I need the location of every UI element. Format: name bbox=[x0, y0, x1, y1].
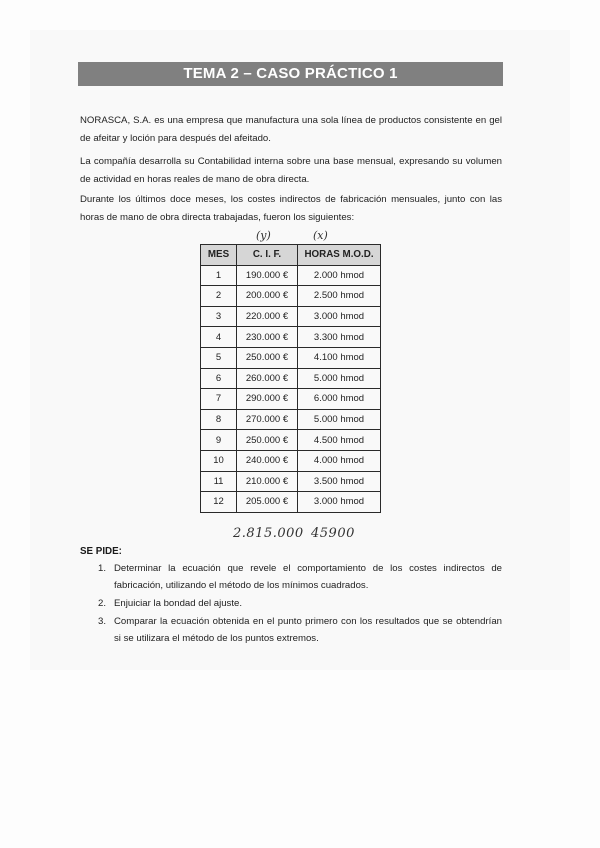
cell-hmod: 4.000 hmod bbox=[298, 450, 381, 471]
list-item bbox=[80, 595, 502, 612]
cell-mes: 12 bbox=[201, 492, 237, 513]
cell-mes: 2 bbox=[201, 286, 237, 307]
cost-data-table bbox=[200, 244, 381, 513]
table-row bbox=[201, 368, 381, 389]
cell-hmod: 6.000 hmod bbox=[298, 389, 381, 410]
cell-mes: 9 bbox=[201, 430, 237, 451]
cell-cif: 230.000 € bbox=[237, 327, 298, 348]
task-number: 2. bbox=[98, 598, 107, 609]
table-row bbox=[201, 286, 381, 307]
cell-hmod: 4.500 hmod bbox=[298, 430, 381, 451]
cell-cif: 290.000 € bbox=[237, 389, 298, 410]
table-row bbox=[201, 347, 381, 368]
cell-cif: 260.000 € bbox=[237, 368, 298, 389]
cell-hmod: 5.000 hmod bbox=[298, 368, 381, 389]
cell-cif: 220.000 € bbox=[237, 306, 298, 327]
header-cif: C. I. F. bbox=[237, 245, 298, 266]
table-header-row bbox=[201, 245, 381, 266]
handwritten-sum-cif: 2.815.000 bbox=[233, 526, 304, 541]
table-row bbox=[201, 430, 381, 451]
cell-mes: 10 bbox=[201, 450, 237, 471]
task-number: 1. bbox=[98, 563, 107, 574]
cell-cif: 210.000 € bbox=[237, 471, 298, 492]
cell-hmod: 3.500 hmod bbox=[298, 471, 381, 492]
table-row bbox=[201, 409, 381, 430]
list-item bbox=[80, 613, 502, 647]
intro-paragraph-2: La compañía desarrolla su Contabilidad interna sobre una base mensual, expresando su volumen de actividad en horas reales de mano de obra directa. bbox=[80, 156, 502, 185]
cell-cif: 190.000 € bbox=[237, 265, 298, 286]
cell-hmod: 4.100 hmod bbox=[298, 347, 381, 368]
handwritten-sum-hmod: 45900 bbox=[311, 526, 355, 541]
cell-mes: 11 bbox=[201, 471, 237, 492]
table-row bbox=[201, 306, 381, 327]
intro-paragraph-1: NORASCA, S.A. es una empresa que manufactura una sola línea de productos consistente en gel de afeitar y loción para después del afeitado. bbox=[80, 115, 502, 144]
task-text: Enjuiciar la bondad del ajuste. bbox=[114, 598, 243, 609]
handwritten-y-label: (y) bbox=[256, 229, 271, 242]
header-horas-mod: HORAS M.O.D. bbox=[298, 245, 381, 266]
cell-mes: 6 bbox=[201, 368, 237, 389]
table-row bbox=[201, 492, 381, 513]
cell-hmod: 5.000 hmod bbox=[298, 409, 381, 430]
table-row bbox=[201, 389, 381, 410]
task-text: Comparar la ecuación obtenida en el punto primero con los resultados que se obtendrían si se utilizara el método de los puntos extremos. bbox=[114, 616, 502, 644]
cell-mes: 7 bbox=[201, 389, 237, 410]
tasks-list bbox=[80, 560, 502, 648]
table-row bbox=[201, 471, 381, 492]
cell-hmod: 3.000 hmod bbox=[298, 492, 381, 513]
cell-cif: 250.000 € bbox=[237, 430, 298, 451]
list-item bbox=[80, 560, 502, 594]
cell-cif: 240.000 € bbox=[237, 450, 298, 471]
cell-mes: 5 bbox=[201, 347, 237, 368]
table-row bbox=[201, 450, 381, 471]
task-number: 3. bbox=[98, 616, 107, 627]
cell-mes: 1 bbox=[201, 265, 237, 286]
cell-mes: 4 bbox=[201, 327, 237, 348]
table-row bbox=[201, 327, 381, 348]
intro-paragraph-3: Durante los últimos doce meses, los costes indirectos de fabricación mensuales, junto con las horas de mano de obra directa trabajadas, fueron los siguientes: bbox=[80, 194, 502, 223]
page-title: TEMA 2 – CASO PRÁCTICO 1 bbox=[78, 62, 503, 86]
handwritten-x-label: (x) bbox=[313, 229, 328, 242]
table-row bbox=[201, 265, 381, 286]
cell-cif: 270.000 € bbox=[237, 409, 298, 430]
cell-hmod: 2.000 hmod bbox=[298, 265, 381, 286]
task-text: Determinar la ecuación que revele el comportamiento de los costes indirectos de fabricación, utilizando el método de los mínimos cuadrados. bbox=[114, 563, 502, 591]
tasks-heading: SE PIDE: bbox=[80, 546, 122, 557]
cell-cif: 200.000 € bbox=[237, 286, 298, 307]
cell-cif: 250.000 € bbox=[237, 347, 298, 368]
cell-mes: 3 bbox=[201, 306, 237, 327]
cell-hmod: 2.500 hmod bbox=[298, 286, 381, 307]
cell-hmod: 3.000 hmod bbox=[298, 306, 381, 327]
cell-cif: 205.000 € bbox=[237, 492, 298, 513]
cell-mes: 8 bbox=[201, 409, 237, 430]
cell-hmod: 3.300 hmod bbox=[298, 327, 381, 348]
header-mes: MES bbox=[201, 245, 237, 266]
